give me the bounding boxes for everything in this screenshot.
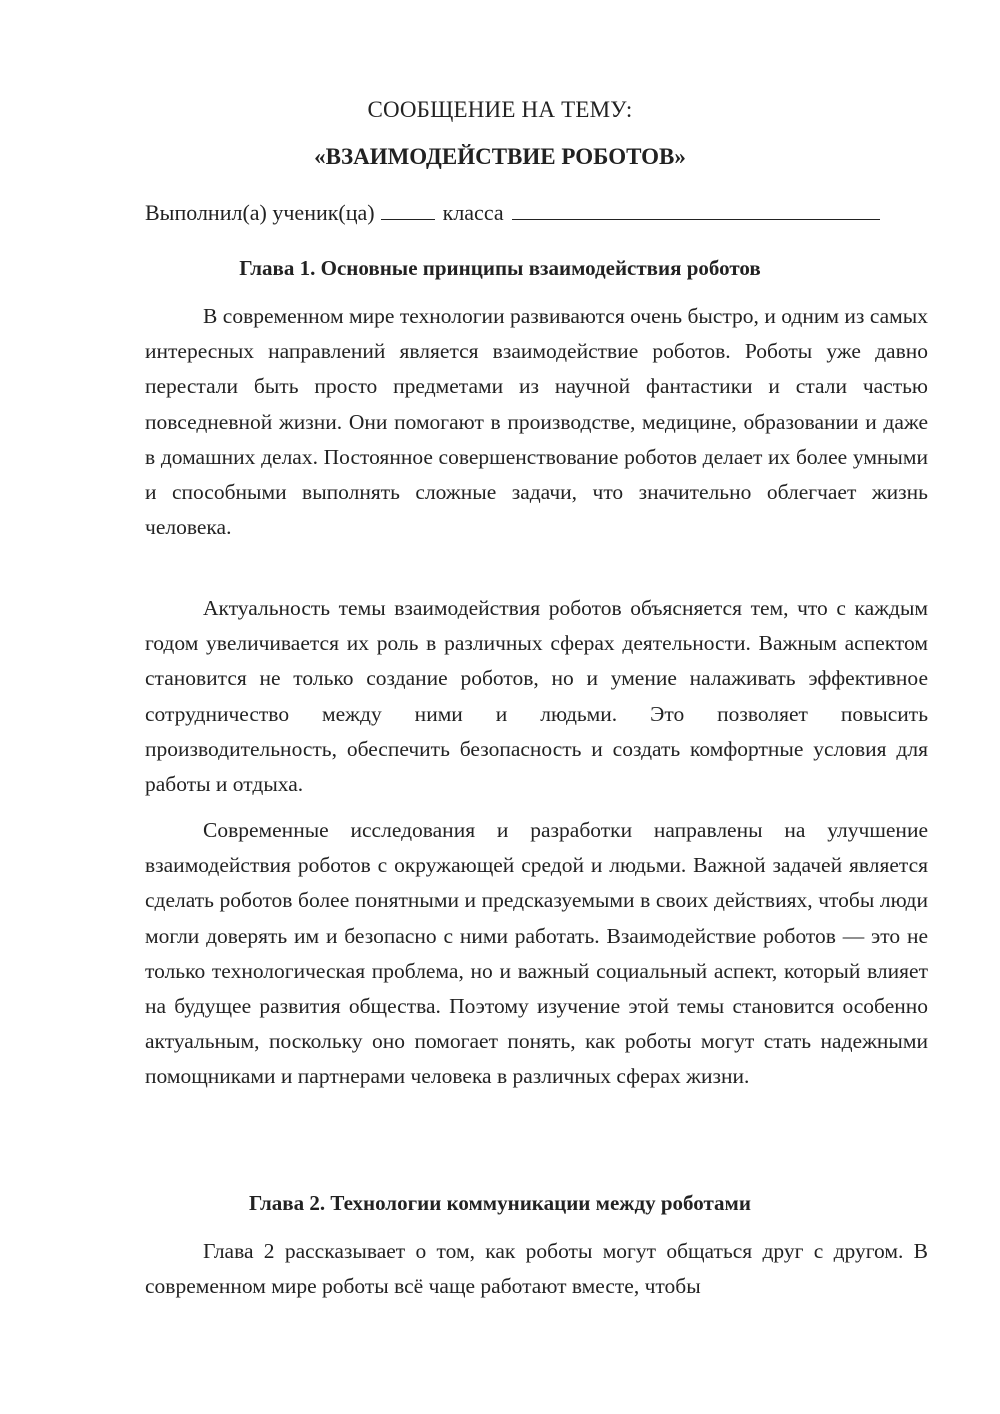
document-title-line2: «ВЗАИМОДЕЙСТВИЕ РОБОТОВ» <box>314 144 686 169</box>
chapter1-paragraph-1: В современном мире технологии развиваются очень быстро, и одним из самых интересных направлений является взаимодействие роботов. Роботы уже давно перестали быть просто предметами из научной фантастики и стали частью повседневной жизни. Они помогают в производстве, медицине, образовании и даже в домашних делах. Постоянное совершенствование роботов делает их более умными и способными выполнять сложные задачи, что значительно облегчает жизнь человека. <box>145 304 928 540</box>
chapter2-heading: Глава 2. Технологии коммуникации между роботами <box>249 1191 751 1215</box>
student-name-blank <box>512 201 880 220</box>
chapter1-paragraph-3: Современные исследования и разработки направлены на улучшение взаимодействия роботов с окружающей средой и людьми. Важной задачей является сделать роботов более понятными и предсказуемыми в своих действиях, чтобы люди могли доверять им и безопасно с ними работать. Взаимодействие роботов — это не только технологическая проблема, но и важный социальный аспект, который влияет на будущее развития общества. Поэтому изучение этой темы становится особенно актуальным, поскольку оно помогает понять, как роботы могут стать надежными помощниками и партнерами человека в различных сферах жизни. <box>145 818 928 1089</box>
document-title-line1: СООБЩЕНИЕ НА ТЕМУ: <box>367 97 633 122</box>
performer-line <box>145 196 935 230</box>
chapter1-paragraph-2: Актуальность темы взаимодействия роботов объясняется тем, что с каждым годом увеличивается их роль в различных сферах деятельности. Важным аспектом становится не только создание роботов, но и умение налаживать эффективное сотрудничество между ними и людьми. Это позволяет повысить производительность, обеспечить безопасность и создать комфортные условия для работы и отдыха. <box>145 596 928 797</box>
performer-class-word: класса <box>442 200 504 225</box>
chapter2-paragraph-1: Глава 2 рассказывает о том, как роботы могут общаться друг с другом. В современном мире роботы всё чаще работают вместе, чтобы <box>145 1239 928 1299</box>
performer-prefix: Выполнил(а) ученик(ца) <box>145 200 375 225</box>
class-number-blank <box>381 201 435 220</box>
chapter1-heading: Глава 1. Основные принципы взаимодействия роботов <box>239 256 761 280</box>
